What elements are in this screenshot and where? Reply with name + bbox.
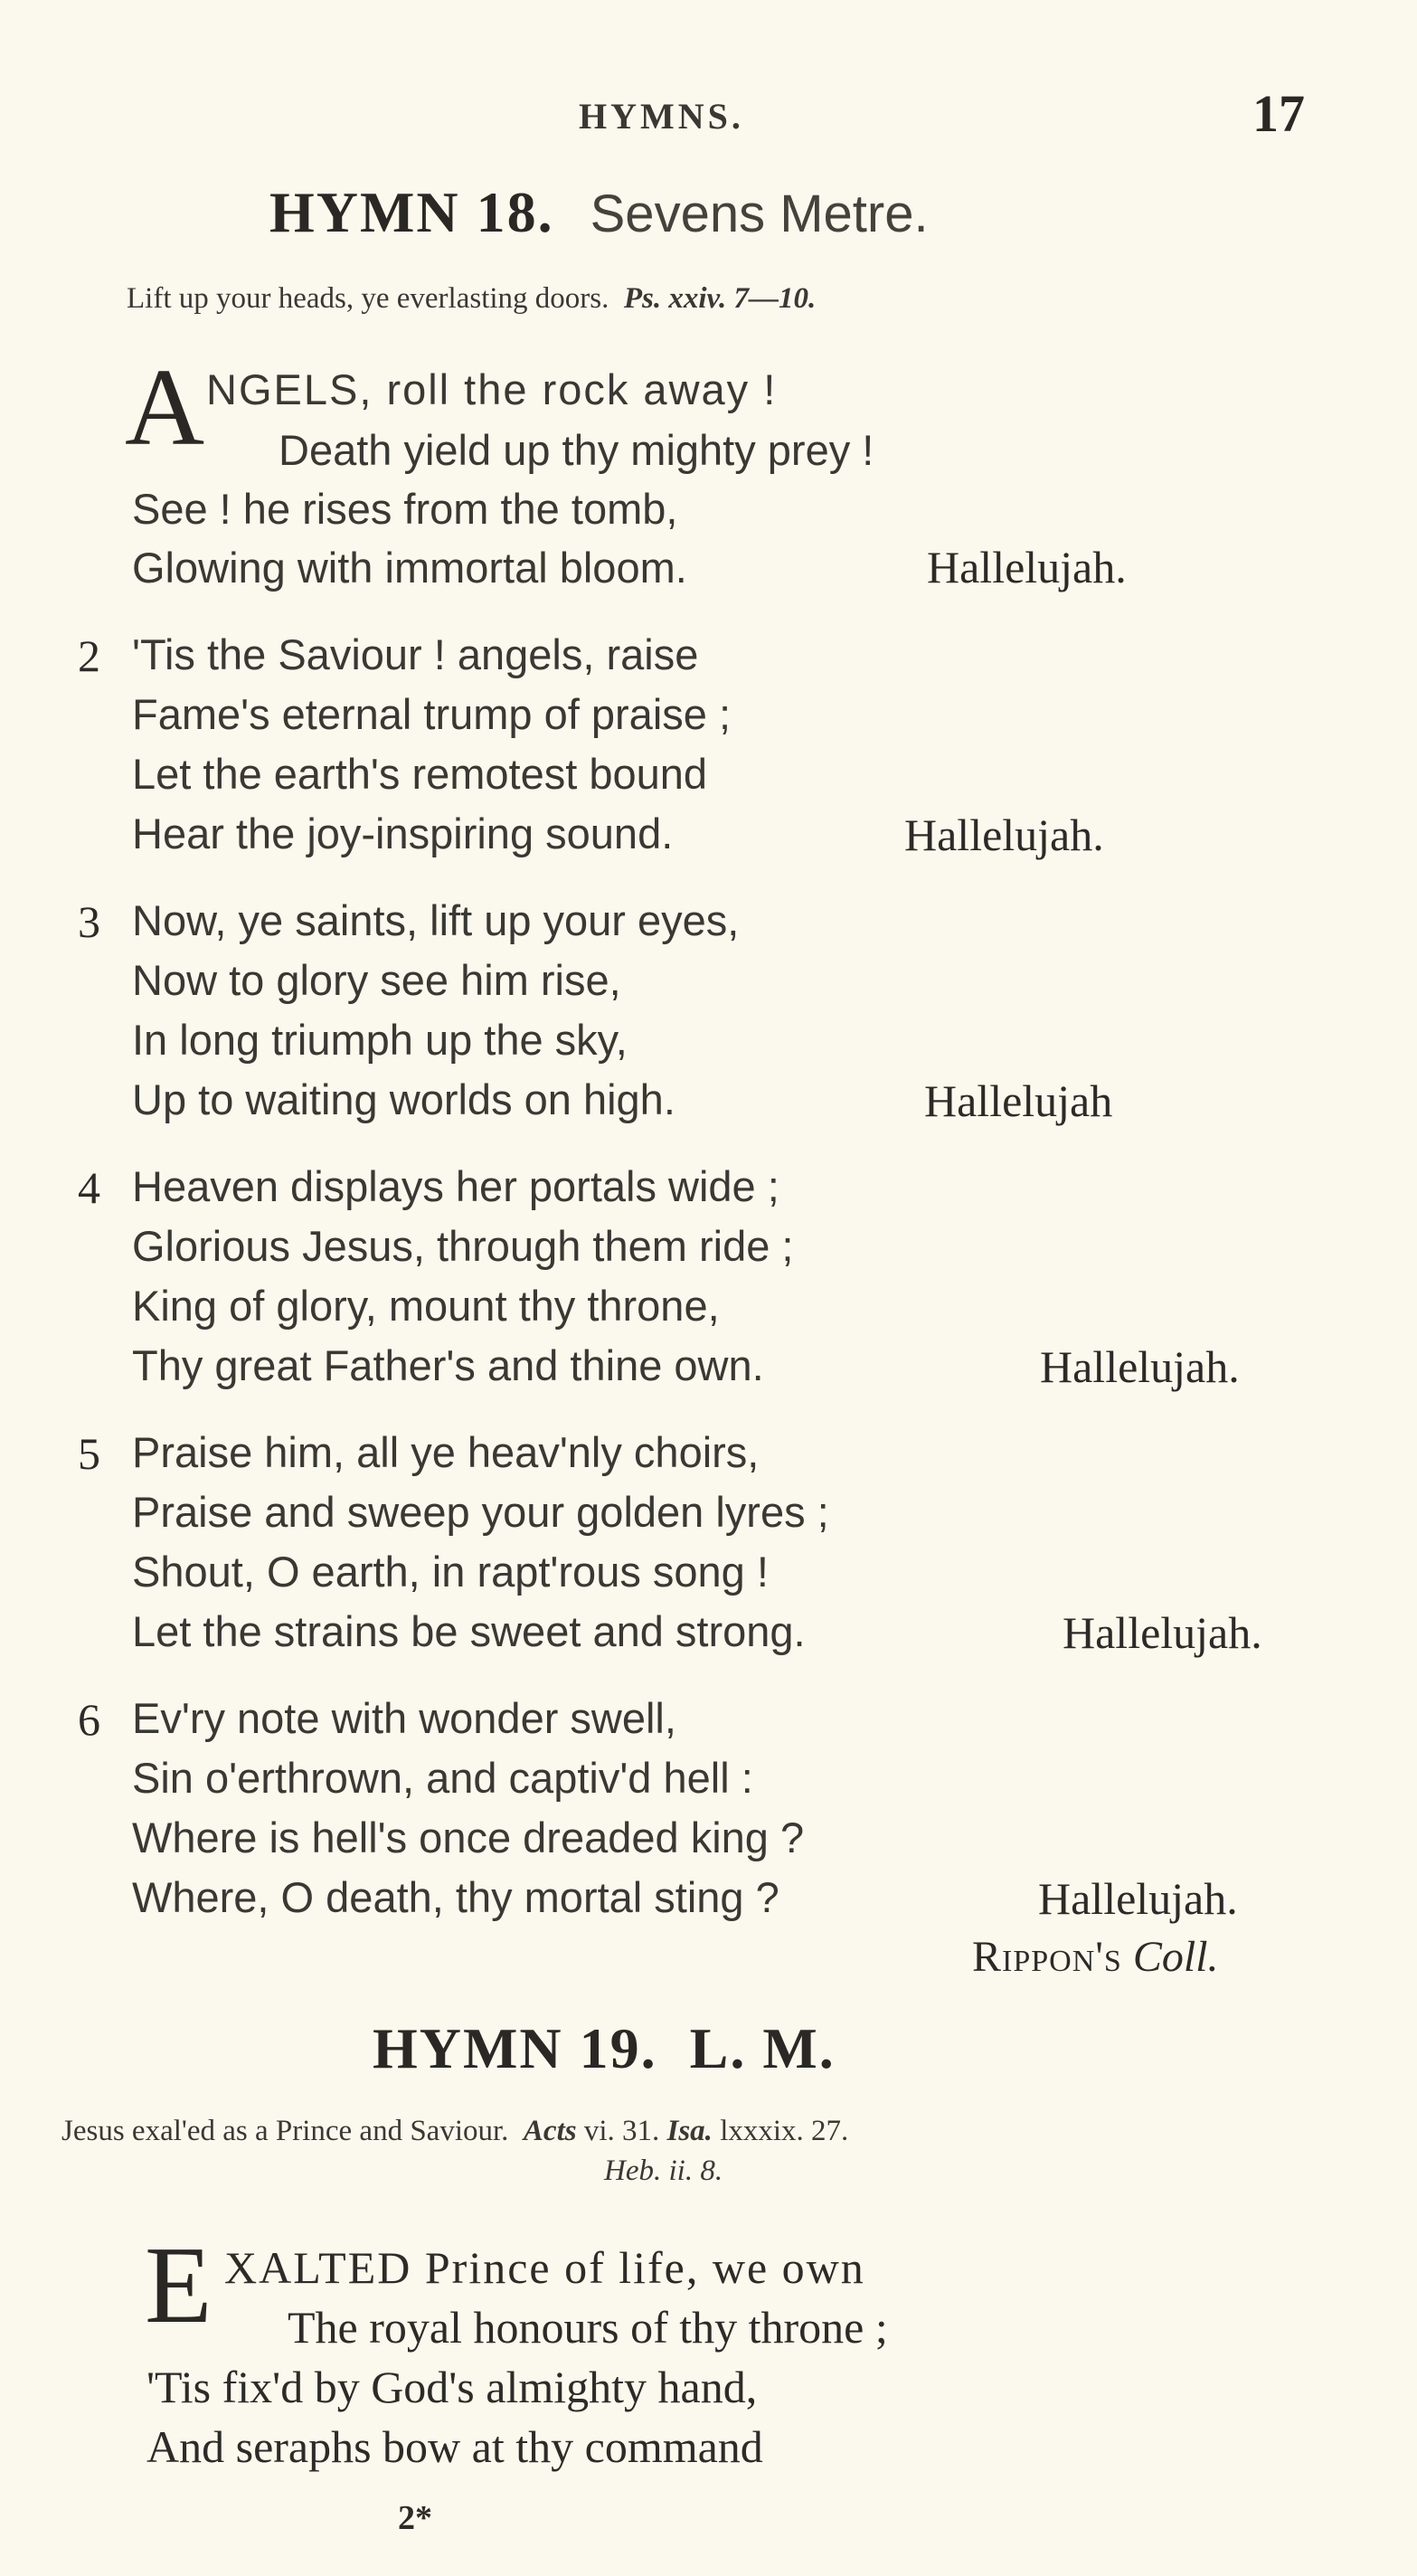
verse-line: XALTED Prince of life, we own (224, 2242, 865, 2293)
verse-line: 'Tis the Saviour ! angels, raise (132, 630, 699, 678)
stanza-number: 2 (78, 630, 100, 681)
verse-line: And seraphs bow at thy command (146, 2421, 763, 2472)
hymn-18-epigraph-ref: Ps. xxiv. 7—10. (623, 282, 817, 315)
hymn-19-epigraph-text: Jesus exal'ed as a Prince and Saviour. (61, 2115, 509, 2147)
hymn-18-metre: Sevens Metre. (590, 185, 929, 243)
verse-line: Heaven displays her portals wide ; (132, 1162, 779, 1210)
verse-line: Where is hell's once dreaded king ? (132, 1814, 805, 1861)
refrain: Hallelujah. (904, 810, 1104, 860)
verse-line: Now, ye saints, lift up your eyes, (132, 896, 740, 944)
hymn-19-number: HYMN 19. (373, 2016, 657, 2080)
signature-mark: 2* (398, 2499, 432, 2537)
verse-line: Fame's eternal trump of praise ; (132, 690, 732, 738)
attribution-coll: Coll. (1132, 1933, 1219, 1981)
stanza-number: 6 (78, 1694, 100, 1745)
refrain: Hallelujah. (927, 542, 1127, 592)
verse-line: Ev'ry note with wonder swell, (132, 1694, 676, 1742)
verse-line: Up to waiting worlds on high. (132, 1075, 675, 1123)
verse-line: The royal honours of thy throne ; (288, 2302, 888, 2353)
hymn-19-title (373, 2015, 836, 2082)
verse-line: Thy great Father's and thine own. (132, 1341, 764, 1389)
hymn-18-dropcap: A (125, 346, 205, 469)
hymn-19-epigraph (61, 2115, 848, 2148)
verse-line: Glorious Jesus, through them ride ; (132, 1222, 794, 1270)
refrain: Hallelujah (924, 1075, 1113, 1126)
refrain: Hallelujah. (1063, 1607, 1262, 1658)
verse-line: Now to glory see him rise, (132, 956, 621, 1004)
hymn-18-number: HYMN 18. (269, 180, 554, 244)
verse-line: Praise him, all ye heav'nly choirs, (132, 1428, 760, 1476)
hymn-18-epigraph-text: Lift up your heads, ye everlasting doors. (127, 282, 609, 315)
hymn-19-ref-verse2: lxxxix. 27. (712, 2115, 849, 2147)
verse-line: Death yield up thy mighty prey ! (279, 426, 874, 474)
refrain: Hallelujah. (1040, 1341, 1240, 1392)
stanza-number: 4 (78, 1162, 100, 1213)
attribution-name: Rippon's (972, 1933, 1122, 1981)
verse-line: Shout, O earth, in rapt'rous song ! (132, 1548, 769, 1596)
verse-line: Glowing with immortal bloom. (132, 544, 687, 592)
attribution (972, 1932, 1219, 1982)
page-number: 17 (1252, 84, 1305, 143)
verse-line: Sin o'erthrown, and captiv'd hell : (132, 1754, 753, 1802)
hymn-19-metre: L. M. (689, 2016, 836, 2080)
hymn-19-ref-book: Acts (523, 2115, 577, 2147)
hymn-19-epigraph-ref2: Heb. ii. 8. (604, 2155, 723, 2187)
verse-line: In long triumph up the sky, (132, 1016, 628, 1064)
verse-line: Let the earth's remotest bound (132, 750, 708, 798)
stanza-number: 5 (78, 1428, 100, 1479)
verse-line: Let the strains be sweet and strong. (132, 1607, 806, 1655)
hymn-19-ref-book2: Isa. (666, 2115, 713, 2147)
hymn-18-title (269, 179, 929, 246)
verse-line: See ! he rises from the tomb, (132, 485, 678, 533)
verse-line: Praise and sweep your golden lyres ; (132, 1488, 829, 1536)
verse-line: Hear the joy-inspiring sound. (132, 810, 674, 857)
verse-line: King of glory, mount thy throne, (132, 1282, 720, 1330)
hymn-19-ref-verse: vi. 31. (576, 2115, 667, 2147)
refrain: Hallelujah. (1038, 1873, 1238, 1924)
verse-line: 'Tis fix'd by God's almighty hand, (146, 2362, 758, 2412)
stanza-number: 3 (78, 896, 100, 947)
verse-line: Where, O death, thy mortal sting ? (132, 1873, 779, 1921)
hymn-18-epigraph (127, 282, 816, 316)
verse-line: NGELS, roll the rock away ! (206, 365, 778, 413)
running-head: HYMNS. (579, 96, 744, 137)
hymn-19-dropcap: E (145, 2224, 213, 2346)
